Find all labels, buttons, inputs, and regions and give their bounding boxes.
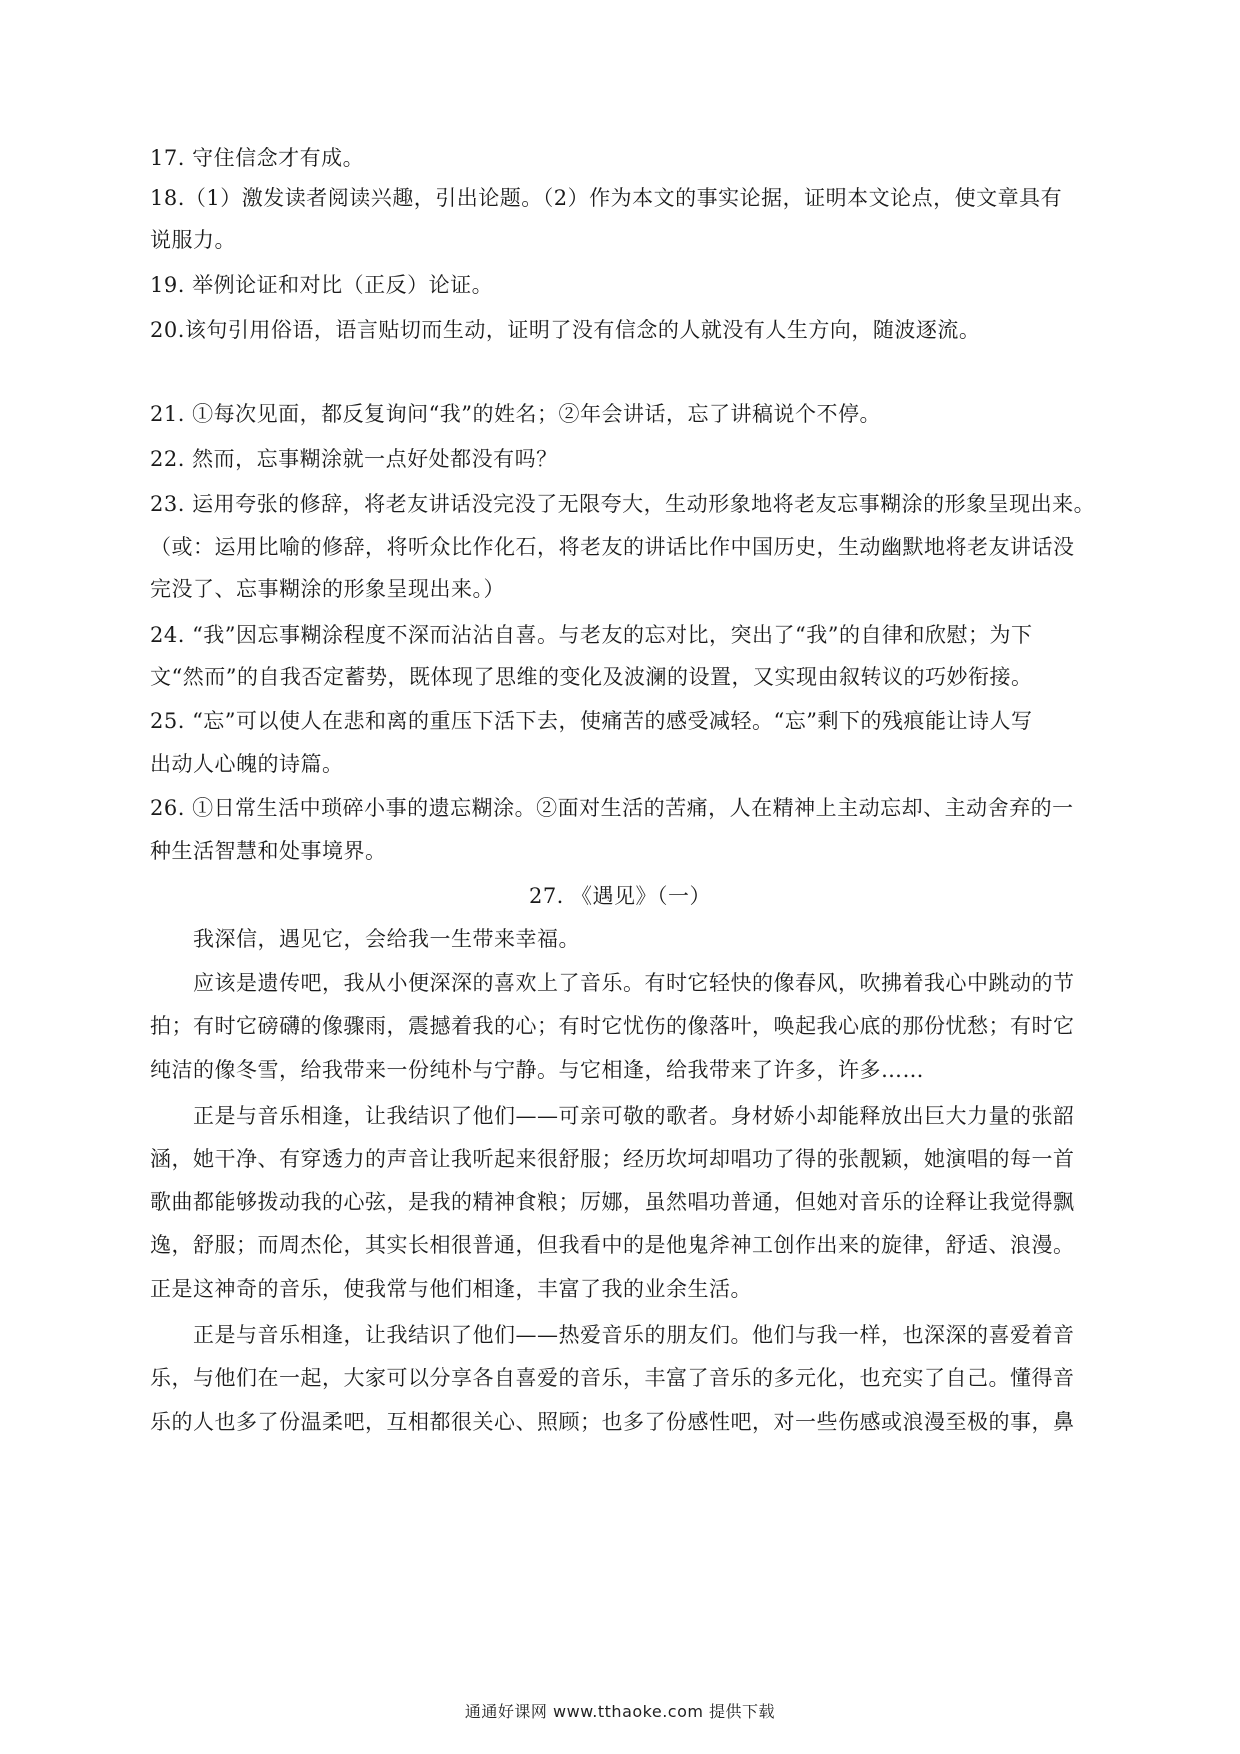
essay-paragraph-2-line-3: 纯洁的像冬雪，给我带来一份纯朴与宁静。与它相逢，给我带来了许多，许多…… bbox=[150, 1058, 924, 1082]
essay-paragraph-3-line-4: 逸，舒服；而周杰伦，其实长相很普通，但我看中的是他鬼斧神工创作出来的旋律，舒适、浪漫。 bbox=[150, 1233, 1075, 1257]
essay-paragraph-2-line-1: 应该是遗传吧，我从小便深深的喜欢上了音乐。有时它轻快的像春风，吹拂着我心中跳动的节 bbox=[193, 971, 1075, 995]
answer-24-line-1: 24. “我”因忘事糊涂程度不深而沾沾自喜。与老友的忘对比，突出了“我”的自律和欣慰；为下 bbox=[150, 623, 1033, 647]
answer-19: 19. 举例论证和对比（正反）论证。 bbox=[150, 273, 494, 297]
answer-21: 21. ①每次见面，都反复询问“我”的姓名；②年会讲话，忘了讲稿说个不停。 bbox=[150, 402, 882, 426]
page-footer: 通通好课网 www.tthaoke.com 提供下载 bbox=[464, 1702, 776, 1721]
answer-26-line-2: 种生活智慧和处事境界。 bbox=[150, 839, 387, 863]
essay-paragraph-3-line-2: 涵，她干净、有穿透力的声音让我听起来很舒服；经历坎坷却唱功了得的张靓颖，她演唱的每一首 bbox=[150, 1147, 1075, 1171]
answer-17: 17. 守住信念才有成。 bbox=[150, 146, 365, 170]
essay-paragraph-3-line-1: 正是与音乐相逢，让我结识了他们——可亲可敬的歌者。身材娇小却能释放出巨大力量的张韶 bbox=[193, 1104, 1075, 1128]
answer-18-line-1: 18.（1）激发读者阅读兴趣，引出论题。（2）作为本文的事实论据，证明本文论点，使文章具有 bbox=[150, 186, 1063, 210]
answer-23-line-2: （或：运用比喻的修辞，将听众比作化石，将老友的讲话比作中国历史，生动幽默地将老友讲话没 bbox=[150, 535, 1075, 559]
answer-25-line-1: 25. “忘”可以使人在悲和离的重压下活下去，使痛苦的感受减轻。“忘”剩下的残痕能让诗人写 bbox=[150, 709, 1033, 733]
answer-22: 22. 然而，忘事糊涂就一点好处都没有吗？ bbox=[150, 447, 558, 471]
answer-25-line-2: 出动人心魄的诗篇。 bbox=[150, 752, 344, 776]
essay-paragraph-4-line-2: 乐，与他们在一起，大家可以分享各自喜爱的音乐，丰富了音乐的多元化，也充实了自己。懂得音 bbox=[150, 1366, 1075, 1390]
essay-paragraph-2-line-2: 拍；有时它磅礴的像骤雨，震撼着我的心；有时它忧伤的像落叶，唤起我心底的那份忧愁；有时它 bbox=[150, 1014, 1075, 1038]
essay-paragraph-4-line-3: 乐的人也多了份温柔吧，互相都很关心、照顾；也多了份感性吧，对一些伤感或浪漫至极的事，鼻 bbox=[150, 1410, 1075, 1434]
essay-title: 27. 《遇见》（一） bbox=[528, 884, 712, 908]
essay-paragraph-4-line-1: 正是与音乐相逢，让我结识了他们——热爱音乐的朋友们。他们与我一样，也深深的喜爱着音 bbox=[193, 1323, 1075, 1347]
answer-20: 20.该句引用俗语，语言贴切而生动，证明了没有信念的人就没有人生方向，随波逐流。 bbox=[150, 318, 981, 342]
answer-18-line-2: 说服力。 bbox=[150, 228, 236, 252]
answer-23-line-1: 23. 运用夸张的修辞，将老友讲话没完没了无限夸大，生动形象地将老友忘事糊涂的形象呈现出来。 bbox=[150, 492, 1096, 516]
answer-26-line-1: 26. ①日常生活中琐碎小事的遗忘糊涂。②面对生活的苦痛，人在精神上主动忘却、主动舍弃的一 bbox=[150, 796, 1074, 820]
essay-paragraph-3-line-3: 歌曲都能够拨动我的心弦，是我的精神食粮；厉娜，虽然唱功普通，但她对音乐的诠释让我觉得飘 bbox=[150, 1190, 1075, 1214]
essay-paragraph-1: 我深信，遇见它，会给我一生带来幸福。 bbox=[193, 927, 580, 951]
answer-23-line-3: 完没了、忘事糊涂的形象呈现出来。） bbox=[150, 577, 505, 601]
answer-24-line-2: 文“然而”的自我否定蓄势，既体现了思维的变化及波澜的设置，又实现由叙转议的巧妙衔接。 bbox=[150, 665, 1033, 689]
essay-paragraph-3-line-5: 正是这神奇的音乐，使我常与他们相逢，丰富了我的业余生活。 bbox=[150, 1277, 752, 1301]
